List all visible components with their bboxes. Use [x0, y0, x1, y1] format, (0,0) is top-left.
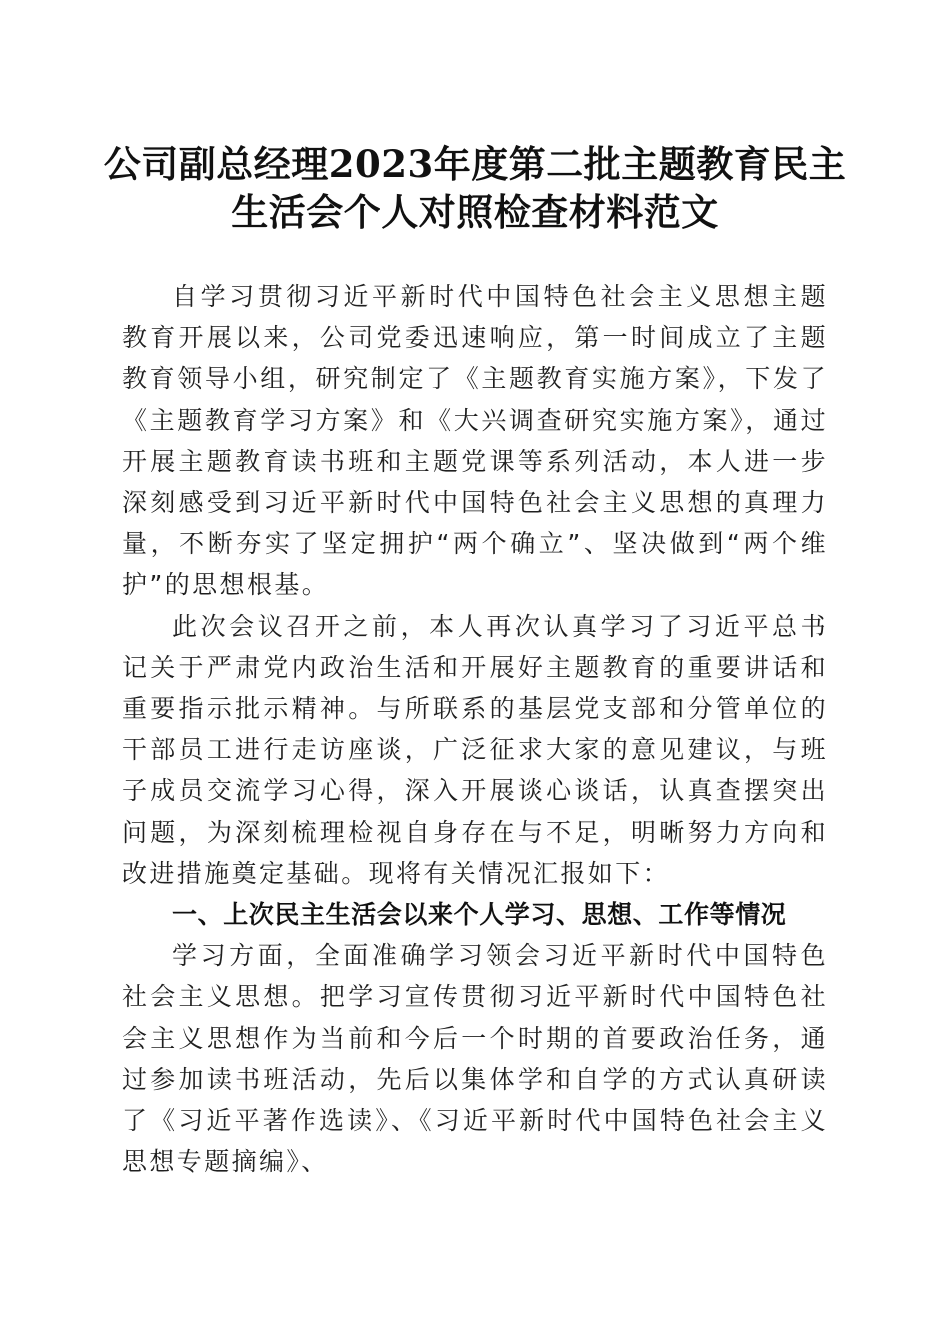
- paragraph-preparation: 此次会议召开之前，本人再次认真学习了习近平总书记关于严肃党内政治生活和开展好主题教育的重要讲话和重要指示批示精神。与所联系的基层党支部和分管单位的干部员工进行走访座谈，广泛征求大家的意见建议，与班子成员交流学习心得，深入开展谈心谈话，认真查摆突出问题，为深刻梳理检视自身存在与不足，明晰努力方向和改进措施奠定基础。现将有关情况汇报如下：: [122, 611, 828, 888]
- title-line-1: 公司副总经理2023年度第二批主题教育民主: [103, 142, 847, 186]
- paragraph-study: 学习方面，全面准确学习领会习近平新时代中国特色社会主义思想。把学习宣传贯彻习近平新时代中国特色社会主义思想作为当前和今后一个时期的首要政治任务，通过参加读书班活动，先后以集体学和自学的方式认真研读了《习近平著作选读》、《习近平新时代中国特色社会主义思想专题摘编》、: [122, 941, 828, 1177]
- paragraph-intro: 自学习贯彻习近平新时代中国特色社会主义思想主题教育开展以来，公司党委迅速响应，第一时间成立了主题教育领导小组，研究制定了《主题教育实施方案》，下发了《主题教育学习方案》和《大兴调查研究实施方案》，通过开展主题教育读书班和主题党课等系列活动，本人进一步深刻感受到习近平新时代中国特色社会主义思想的真理力量，不断夯实了坚定拥护“两个确立”、坚决做到“两个维护”的思想根基。: [122, 282, 828, 600]
- title-line-2: 生活会个人对照检查材料范文: [231, 190, 719, 234]
- section-heading-1: 一、上次民主生活会以来个人学习、思想、工作等情况: [172, 900, 787, 930]
- document-title: [100, 140, 850, 236]
- document-body: [122, 276, 828, 1182]
